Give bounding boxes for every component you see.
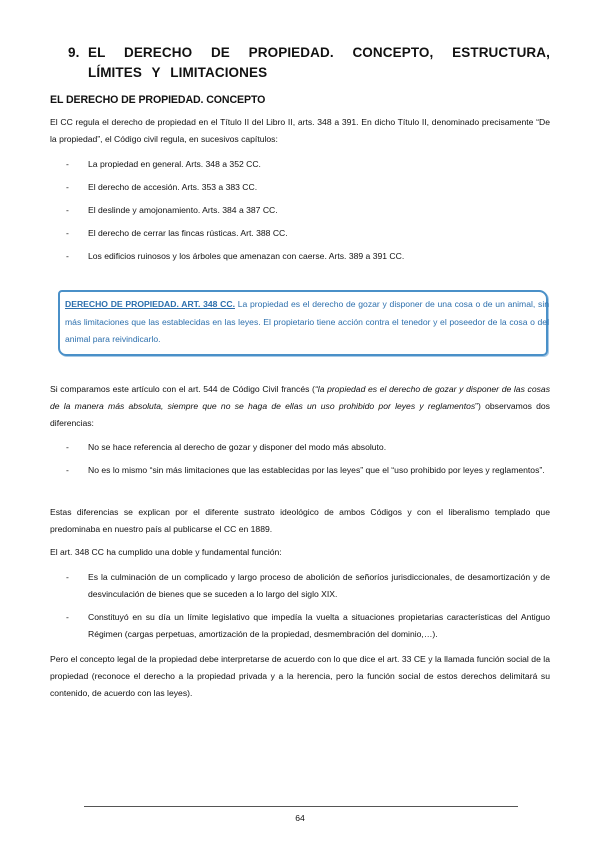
list-item: - Es la culminación de un complicado y largo proceso de abolición de señoríos jurisdiccionales, de desamortización y de desvinculación de bienes que se suceden a lo largo del siglo XIX. <box>66 572 550 599</box>
list-item: - La propiedad en general. Arts. 348 a 352 CC. <box>66 159 261 169</box>
article-callout-body: La propiedad es el derecho de gozar y disponer de una cosa o de un animal, sin más limitaciones que las establecidas en las leyes. El propietario tiene acción contra el tenedor y el poseedor de la cosa o del animal para reivindicarlo. <box>65 299 550 344</box>
chapters-list <box>50 156 550 271</box>
differences-list <box>50 439 550 485</box>
article-callout-lead: DERECHO DE PROPIEDAD. ART. 348 CC. <box>65 299 235 309</box>
explanation-paragraph: Estas diferencias se explican por el diferente sustrato ideológico de ambos Códigos y con el liberalismo templado que predominaba en nuestro país al publicarse el CC en 1889. <box>50 507 550 534</box>
function-paragraph: El art. 348 CC ha cumplido una doble y fundamental función: <box>50 547 282 557</box>
list-item: - El deslinde y amojonamiento. Arts. 384 a 387 CC. <box>66 205 278 215</box>
closing-paragraph: Pero el concepto legal de la propiedad debe interpretarse de acuerdo con lo que dice el art. 33 CE y la llamada función social de la propiedad (reconoce el derecho a la propiedad privada y a la herencia, pero la función social de estos derechos delimitará su contenido, de acuerdo con las leyes). <box>50 654 550 698</box>
page-number: 64 <box>295 813 305 823</box>
list-item: - Constituyó en su día un límite legislativo que impedía la vuelta a situaciones propietarias características del Antiguo Régimen (cargas perpetuas, amortización de la propiedad, desmembración del dominio,…). <box>66 612 550 639</box>
footer-divider <box>84 806 518 807</box>
chapter-title-text: EL DERECHO DE PROPIEDAD. CONCEPTO, ESTRUCTURA, LÍMITES Y LIMITACIONES <box>88 45 550 80</box>
french-code-quote: “la propiedad es el derecho de gozar y disponer de las cosas de la manera más absoluta, siempre que no se haga de ellas un uso prohibido por leyes y reglamentos <box>50 384 550 411</box>
chapter-number: 9. <box>68 45 80 60</box>
list-item: - El derecho de accesión. Arts. 353 a 383 CC. <box>66 182 258 192</box>
list-item: - El derecho de cerrar las fincas rústicas. Art. 388 CC. <box>66 228 288 238</box>
section-heading: EL DERECHO DE PROPIEDAD. CONCEPTO <box>50 94 266 106</box>
intro-paragraph: El CC regula el derecho de propiedad en el Título II del Libro II, arts. 348 a 391. En dicho Título II, denominado precisamente “De la propiedad”, el Código civil regula, en sucesivos capítulos: <box>50 117 550 144</box>
comparison-paragraph: Si comparamos este artículo con el art. 544 de Código Civil francés (“la propiedad es el derecho de gozar y disponer de las cosas de la manera más absoluta, siempre que no se haga de ellas un uso prohibido por leyes y reglamentos”) observamos dos diferencias: <box>50 384 550 428</box>
article-callout-text <box>65 296 549 349</box>
functions-list <box>50 569 550 649</box>
chapter-title <box>68 43 550 80</box>
list-item: - No es lo mismo “sin más limitaciones que las establecidas por las leyes” que el “uso prohibido por leyes y reglamentos”. <box>66 465 545 475</box>
list-item: - No se hace referencia al derecho de gozar y disponer del modo más absoluto. <box>66 442 387 452</box>
list-item: - Los edificios ruinosos y los árboles que amenazan con caerse. Arts. 389 a 391 CC. <box>66 251 405 261</box>
